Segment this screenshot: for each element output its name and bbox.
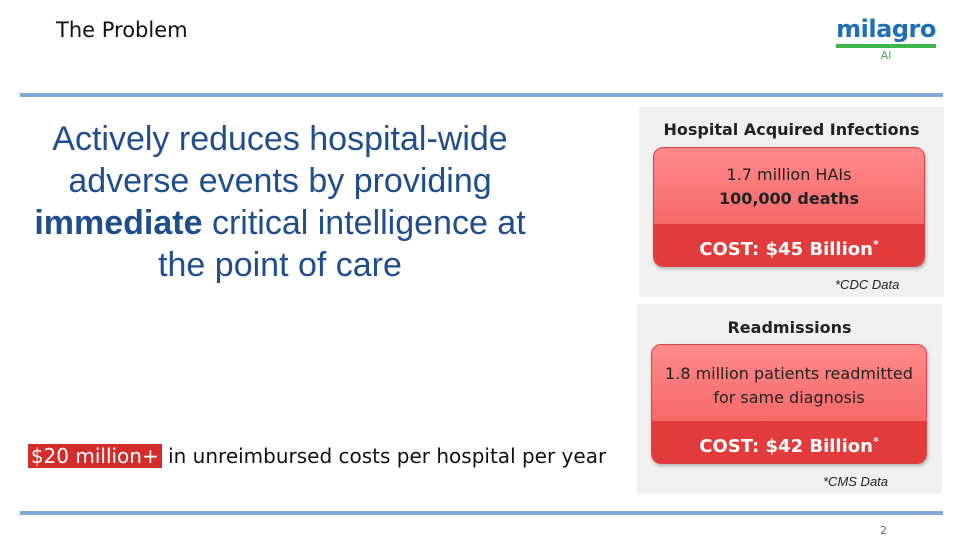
headline-emphasis: immediate — [34, 204, 203, 242]
readmissions-cost-value: COST: $42 Billion — [699, 436, 873, 457]
cost-highlight: $20 million+ — [28, 444, 162, 468]
hai-stat-deaths: 100,000 deaths — [718, 189, 860, 208]
readmissions-cost-footnote-mark: * — [872, 435, 879, 448]
hai-cost-footnote-mark: * — [872, 238, 879, 251]
slide-title: The Problem — [56, 18, 188, 42]
readmissions-cost-band — [652, 421, 926, 463]
headline-part-1: Actively reduces hospital-wide adverse events by providing — [52, 120, 508, 200]
headline-statement — [10, 118, 550, 286]
top-divider — [20, 93, 943, 97]
page-number: 2 — [880, 524, 887, 537]
logo-underline — [836, 44, 936, 48]
hai-cost-value: COST: $45 Billion — [699, 239, 873, 260]
hai-stats-box — [653, 147, 925, 267]
cost-statement-text: in unreimbursed costs per hospital per year — [161, 444, 607, 468]
logo-wordmark: milagro — [836, 15, 936, 43]
cost-statement — [26, 440, 608, 472]
hai-cost-band — [654, 224, 924, 266]
readmissions-stat-line-2: for same diagnosis — [713, 388, 865, 407]
readmissions-card — [637, 304, 942, 494]
milagro-ai-logo — [836, 16, 936, 62]
hai-card-title: Hospital Acquired Infections — [663, 120, 920, 139]
readmissions-stat-line-1: 1.8 million patients readmitted — [665, 364, 913, 383]
hai-stat-count: 1.7 million HAIs — [726, 165, 852, 184]
bottom-divider — [20, 511, 943, 515]
readmissions-source-note: *CMS Data — [823, 474, 889, 489]
hai-source-note: *CDC Data — [835, 277, 900, 292]
logo-subtitle: AI — [880, 49, 892, 62]
readmissions-card-title: Readmissions — [727, 318, 852, 337]
headline-part-2: critical intelligence at the point of care — [158, 204, 526, 284]
hai-card — [639, 107, 944, 297]
readmissions-stats-box — [651, 344, 927, 464]
